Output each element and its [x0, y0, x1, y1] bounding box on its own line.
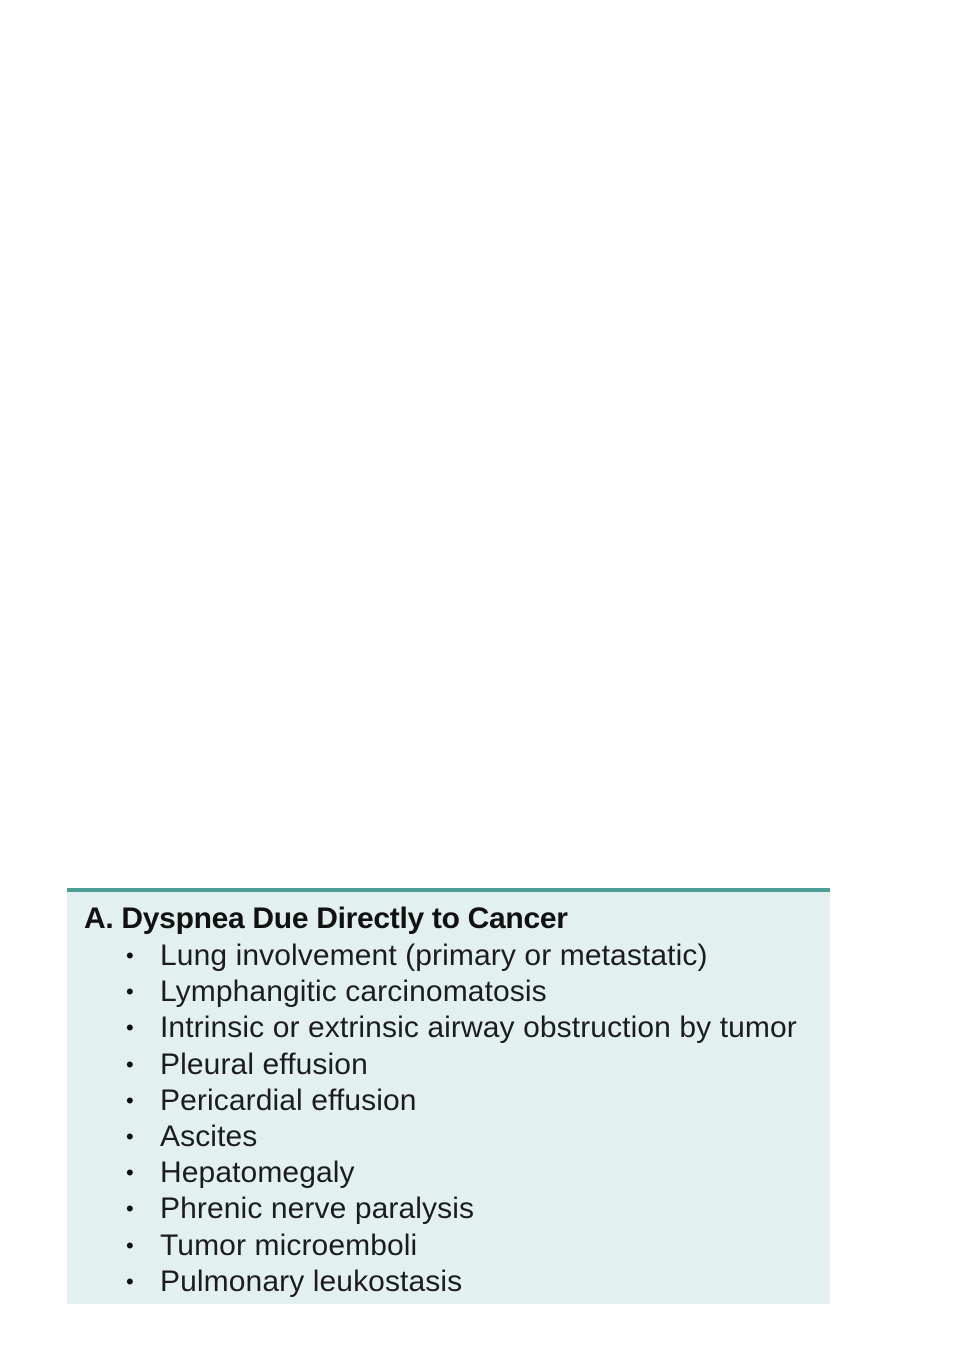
bullet-icon: • [126, 1123, 134, 1149]
bullet-icon: • [126, 979, 134, 1005]
bullet-icon: • [126, 1268, 134, 1294]
bullet-icon: • [126, 943, 134, 968]
list-item-text: Ascites [160, 1119, 258, 1153]
bullet-icon: • [126, 1051, 134, 1077]
list-item-text: Lung involvement (primary or metastatic) [160, 939, 708, 972]
list-item-text: Hepatomegaly [160, 1156, 355, 1190]
bullet-icon: • [126, 1160, 134, 1186]
bullet-icon: • [126, 1087, 134, 1113]
dyspnea-causes-panel [67, 888, 830, 1304]
list-item-text: Phrenic nerve paralysis [160, 1192, 475, 1226]
list-item-text: Pericardial effusion [160, 1083, 417, 1117]
bullet-icon: • [126, 1015, 134, 1041]
list-item-text: Tumor microemboli [160, 1228, 418, 1262]
list-item-text: Pleural effusion [160, 1047, 368, 1081]
list-item-text: Lymphangitic carcinomatosis [160, 975, 547, 1009]
bullet-icon: • [126, 1232, 134, 1258]
list-item-text: Intrinsic or extrinsic airway obstruction by tumor [160, 1011, 797, 1045]
panel-title: A. Dyspnea Due Directly to Cancer [84, 902, 568, 935]
list-item-text: Pulmonary leukostasis [160, 1264, 463, 1298]
bullet-icon: • [126, 1196, 134, 1222]
